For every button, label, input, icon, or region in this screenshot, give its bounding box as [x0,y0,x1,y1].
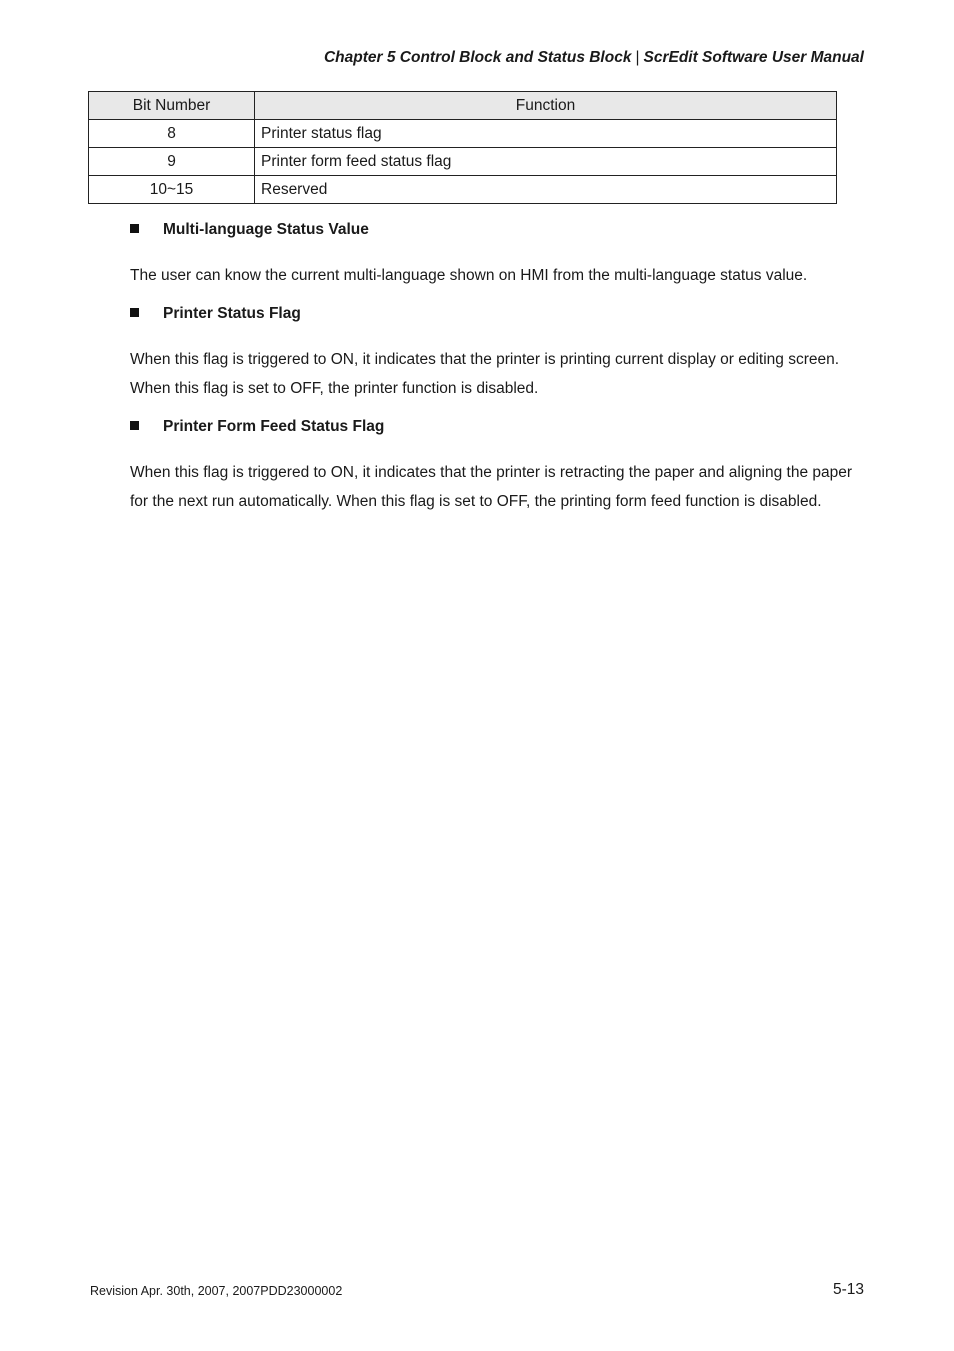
section-heading-printer-status [130,305,301,323]
page-header [0,49,864,67]
square-bullet-icon [130,308,139,317]
function-cell: Reserved [255,176,837,204]
table-row [89,148,837,176]
section-heading-printer-form-feed [130,418,384,436]
section-body-printer-form-feed: When this flag is triggered to ON, it indicates that the printer is retracting the paper and aligning the paper for the next run automatically. When this flag is set to OFF, the printing form feed function is disabled. [130,464,853,510]
manual-title: ScrEdit Software User Manual [643,49,864,66]
function-cell: Printer status flag [255,120,837,148]
section-title: Printer Form Feed Status Flag [163,418,385,435]
table-header-row [89,92,837,120]
bit-number-cell: 8 [89,120,255,148]
table-row [89,176,837,204]
section-body-multi-language: The user can know the current multi-language shown on HMI from the multi-language status value. [130,267,808,284]
bit-function-table [88,91,837,204]
square-bullet-icon [130,421,139,430]
square-bullet-icon [130,224,139,233]
revision-note: Revision Apr. 30th, 2007, 2007PDD23000002 [90,1284,343,1298]
function-cell: Printer form feed status flag [255,148,837,176]
header-separator: | [635,49,640,66]
section-body-printer-status: When this flag is triggered to ON, it indicates that the printer is printing current display or editing screen. When this flag is set to OFF, the printer function is disabled. [130,351,840,397]
column-header-bit-number: Bit Number [89,92,255,120]
page-number: 5-13 [832,1281,864,1298]
section-title: Printer Status Flag [163,305,301,322]
column-header-function: Function [255,92,837,120]
section-title: Multi-language Status Value [163,221,369,238]
table-row [89,120,837,148]
section-heading-multi-language [130,221,369,239]
bit-number-cell: 9 [89,148,255,176]
chapter-title: Chapter 5 Control Block and Status Block [323,49,632,66]
bit-number-cell: 10~15 [89,176,255,204]
